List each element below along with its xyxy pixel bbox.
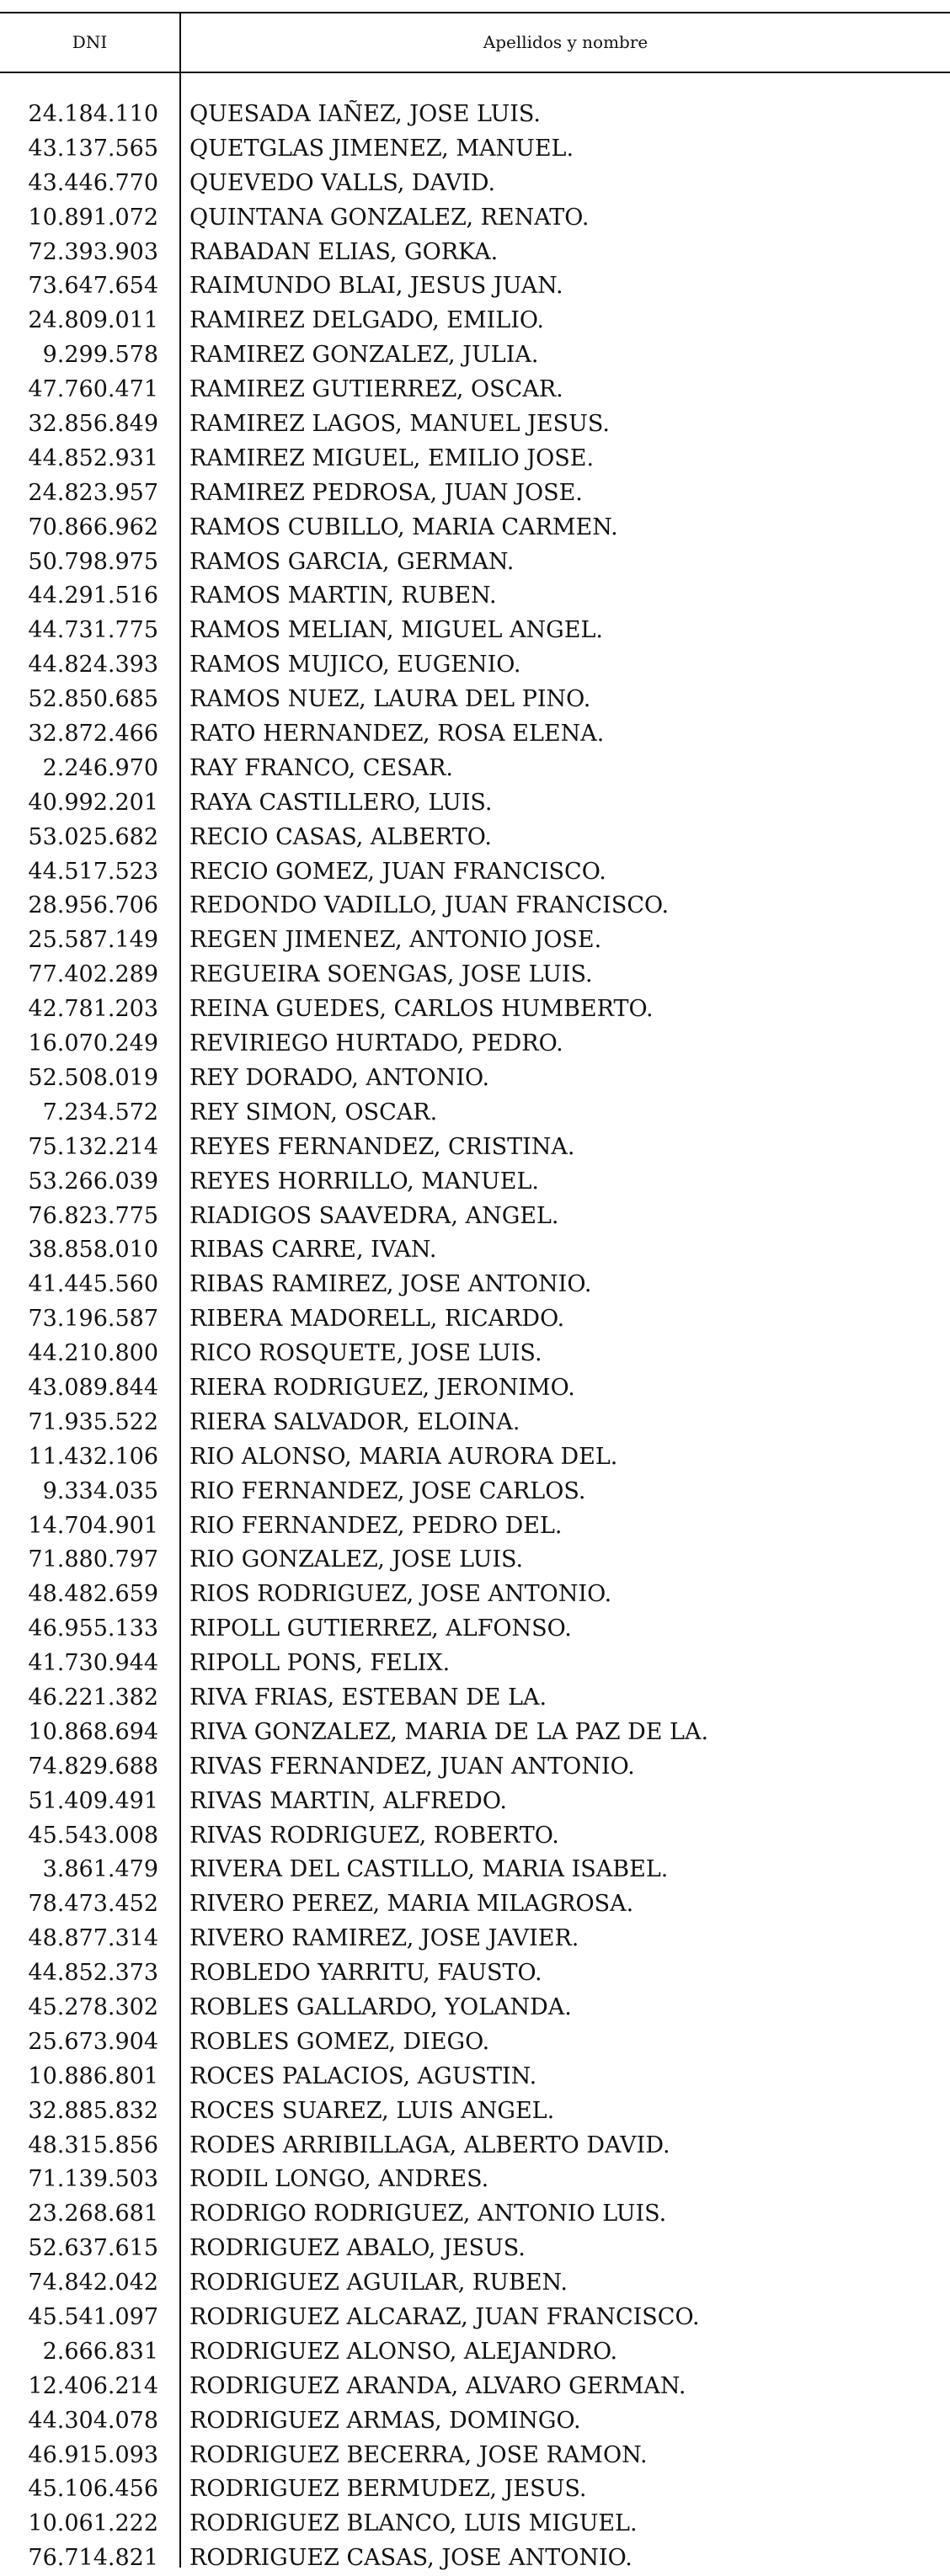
table-row [0,1062,950,1096]
name-cell: RODRIGUEZ CASAS, JOSE ANTONIO. [189,2545,632,2572]
table-row [0,614,950,648]
table-row [0,1785,950,1819]
table-row [0,683,950,717]
name-cell: RIVA GONZALEZ, MARIA DE LA PAZ DE LA. [189,1718,709,1745]
name-cell: RIVAS MARTIN, ALFREDO. [189,1787,507,1814]
dni-cell: 38.858.010 [28,1237,158,1264]
dni-cell: 52.637.615 [28,2235,158,2262]
name-cell: RIO GONZALEZ, JOSE LUIS. [189,1546,524,1573]
name-cell: QUETGLAS JIMENEZ, MANUEL. [189,135,574,162]
table-row [0,1543,950,1578]
name-cell: RAMOS MUJICO, EUGENIO. [189,652,521,679]
dni-cell: 78.473.452 [28,1891,158,1918]
name-cell: RICO ROSQUETE, JOSE LUIS. [189,1340,542,1367]
table-row [0,1819,950,1854]
dni-cell: 43.089.844 [28,1374,158,1401]
dni-cell: 2.666.831 [42,2338,158,2365]
name-cell: RIADIGOS SAAVEDRA, ANGEL. [189,1202,559,1229]
dni-cell: 47.760.471 [28,376,158,403]
name-cell: REY DORADO, ANTONIO. [189,1064,490,1091]
dni-cell: 43.446.770 [28,169,158,196]
table-row [0,2094,950,2129]
table-body [0,98,950,2576]
table-row [0,579,950,614]
name-cell: RIVAS FERNANDEZ, JUAN ANTONIO. [189,1753,635,1780]
table-row [0,1853,950,1887]
name-cell: RIPOLL PONS, FELIX. [189,1650,451,1677]
dni-cell: 51.409.491 [28,1787,158,1814]
dni-cell: 48.482.659 [28,1581,158,1608]
table-row [0,236,950,270]
name-cell: RODRIGUEZ ALCARAZ, JUAN FRANCISCO. [189,2304,700,2330]
dni-cell: 25.587.149 [28,927,158,954]
table-row [0,201,950,236]
table-row [0,511,950,546]
name-cell: RODRIGO RODRIGUEZ, ANTONIO LUIS. [189,2201,667,2227]
table-row [0,373,950,407]
dni-cell: 32.872.466 [28,721,158,748]
dni-cell: 44.517.523 [28,858,158,885]
dni-cell: 44.731.775 [28,617,158,644]
table-row [0,476,950,511]
table-row [0,2541,950,2576]
dni-cell: 12.406.214 [28,2372,158,2399]
dni-cell: 32.885.832 [28,2097,158,2124]
table-row [0,1887,950,1922]
name-cell: QUINTANA GONZALEZ, RENATO. [189,204,590,231]
dni-cell: 16.070.249 [28,1030,158,1057]
table-row [0,923,950,958]
name-cell: ROBLES GALLARDO, YOLANDA. [189,1993,572,2020]
name-cell: RAMOS MARTIN, RUBEN. [189,583,497,609]
table-row [0,2025,950,2060]
dni-cell: 46.955.133 [28,1615,158,1642]
dni-cell: 48.315.856 [28,2132,158,2158]
dni-cell: 42.781.203 [28,996,158,1023]
dni-cell: 53.025.682 [28,823,158,850]
dni-cell: 75.132.214 [28,1133,158,1160]
name-cell: REVIRIEGO HURTADO, PEDRO. [189,1030,563,1057]
name-cell: RIBAS RAMIREZ, JOSE ANTONIO. [189,1271,592,1298]
dni-cell: 53.266.039 [28,1168,158,1195]
dni-cell: 76.714.821 [28,2545,158,2572]
table-row [0,1131,950,1165]
name-cell: RODRIGUEZ ARANDA, ALVARO GERMAN. [189,2372,686,2399]
dni-cell: 45.278.302 [28,1993,158,2020]
dni-cell: 72.393.903 [28,238,158,265]
dni-cell: 9.334.035 [42,1477,158,1504]
dni-cell: 43.137.565 [28,135,158,162]
table-row [0,1922,950,1956]
dni-cell: 32.856.849 [28,411,158,438]
table-row [0,1647,950,1681]
name-cell: RIVERA DEL CASTILLO, MARIA ISABEL. [189,1856,669,1883]
table-row [0,786,950,821]
name-cell: RIVAS RODRIGUEZ, ROBERTO. [189,1822,559,1849]
column-header-dni: DNI [72,32,108,52]
table-row [0,2507,950,2541]
name-cell: RIO ALONSO, MARIA AURORA DEL. [189,1443,618,1470]
dni-cell: 52.850.685 [28,686,158,713]
name-cell: RAMIREZ LAGOS, MANUEL JESUS. [189,411,610,438]
name-cell: RODRIGUEZ BLANCO, LUIS MIGUEL. [189,2510,638,2537]
dni-cell: 28.956.706 [28,892,158,919]
table-row [0,2232,950,2266]
table-row [0,2439,950,2473]
name-cell: RODRIGUEZ ALONSO, ALEJANDRO. [189,2338,618,2365]
table-row [0,2163,950,2197]
name-cell: REGEN JIMENEZ, ANTONIO JOSE. [189,927,602,954]
name-cell: RAMIREZ GONZALEZ, JULIA. [189,342,539,369]
table-row [0,98,950,132]
table-row [0,2472,950,2507]
dni-cell: 25.673.904 [28,2028,158,2055]
table-row [0,338,950,373]
name-cell: REYES HORRILLO, MANUEL. [189,1168,539,1195]
dni-cell: 10.891.072 [28,204,158,231]
name-cell: RODRIGUEZ ABALO, JESUS. [189,2235,526,2262]
table-row [0,1096,950,1131]
name-cell: ROCES SUAREZ, LUIS ANGEL. [189,2097,555,2124]
table-row [0,1371,950,1406]
table-row [0,2129,950,2164]
dni-cell: 10.868.694 [28,1718,158,1745]
table-row [0,1165,950,1200]
name-cell: RIVERO PEREZ, MARIA MILAGROSA. [189,1891,634,1918]
dni-cell: 46.221.382 [28,1684,158,1711]
name-cell: QUEVEDO VALLS, DAVID. [189,169,496,196]
table-row [0,1027,950,1062]
table-row [0,1302,950,1337]
name-cell: RAMIREZ MIGUEL, EMILIO JOSE. [189,444,595,471]
name-cell: RAMIREZ GUTIERREZ, OSCAR. [189,376,563,403]
table-row [0,1268,950,1302]
table-row [0,1509,950,1544]
name-cell: RIVA FRIAS, ESTEBAN DE LA. [189,1684,547,1711]
name-cell: RECIO GOMEZ, JUAN FRANCISCO. [189,858,606,885]
name-cell: RAMIREZ DELGADO, EMILIO. [189,307,544,334]
name-cell: RIBAS CARRE, IVAN. [189,1237,437,1264]
table-row [0,2404,950,2439]
dni-cell: 44.291.516 [28,583,158,609]
name-cell: ROCES PALACIOS, AGUSTIN. [189,2062,537,2089]
name-cell: RIOS RODRIGUEZ, JOSE ANTONIO. [189,1581,612,1608]
table-row [0,167,950,201]
name-cell: RAY FRANCO, CESAR. [189,754,453,781]
table-row [0,1578,950,1612]
name-cell: RODRIGUEZ BECERRA, JOSE RAMON. [189,2441,648,2468]
column-header-name: Apellidos y nombre [483,32,648,52]
dni-cell: 71.139.503 [28,2166,158,2193]
name-cell: RIO FERNANDEZ, JOSE CARLOS. [189,1477,586,1504]
dni-cell: 14.704.901 [28,1512,158,1539]
name-cell: RIPOLL GUTIERREZ, ALFONSO. [189,1615,572,1642]
dni-cell: 74.842.042 [28,2270,158,2297]
name-cell: REYES FERNANDEZ, CRISTINA. [189,1133,575,1160]
dni-cell: 9.299.578 [42,342,158,369]
dni-cell: 45.541.097 [28,2304,158,2330]
dni-cell: 24.184.110 [28,101,158,127]
name-cell: RAMOS MELIAN, MIGUEL ANGEL. [189,617,603,644]
name-cell: RODES ARRIBILLAGA, ALBERTO DAVID. [189,2132,670,2158]
dni-cell: 73.647.654 [28,273,158,300]
dni-cell: 52.508.019 [28,1064,158,1091]
dni-cell: 77.402.289 [28,961,158,988]
table-row [0,2335,950,2370]
dni-cell: 45.543.008 [28,1822,158,1849]
dni-cell: 44.304.078 [28,2407,158,2434]
table-row [0,2266,950,2301]
table-row [0,1337,950,1371]
dni-cell: 74.829.688 [28,1753,158,1780]
table-row [0,2301,950,2335]
dni-cell: 41.445.560 [28,1271,158,1298]
name-cell: REGUEIRA SOENGAS, JOSE LUIS. [189,961,593,988]
name-cell: RAMIREZ PEDROSA, JUAN JOSE. [189,479,583,506]
dni-cell: 40.992.201 [28,789,158,816]
table-row [0,1406,950,1440]
table-row [0,2197,950,2232]
name-cell: RAMOS CUBILLO, MARIA CARMEN. [189,514,618,540]
name-cell: RABADAN ELIAS, GORKA. [189,238,499,265]
name-cell: RODRIGUEZ BERMUDEZ, JESUS. [189,2476,587,2503]
name-cell: RAMOS GARCIA, GERMAN. [189,548,515,575]
dni-cell: 10.886.801 [28,2062,158,2089]
table-row [0,269,950,304]
table-row [0,1475,950,1509]
table-row [0,1200,950,1234]
name-cell: QUESADA IAÑEZ, JOSE LUIS. [189,101,542,127]
name-cell: RODIL LONGO, ANDRES. [189,2166,489,2193]
dni-cell: 44.824.393 [28,652,158,679]
name-cell: RIO FERNANDEZ, PEDRO DEL. [189,1512,563,1539]
table-row [0,1750,950,1785]
dni-cell: 71.880.797 [28,1546,158,1573]
name-cell: RECIO CASAS, ALBERTO. [189,823,492,850]
dni-cell: 44.852.931 [28,444,158,471]
table-row [0,132,950,167]
dni-cell: 24.809.011 [28,307,158,334]
dni-cell: 50.798.975 [28,548,158,575]
table-row [0,855,950,890]
table-row [0,442,950,476]
dni-cell: 45.106.456 [28,2476,158,2503]
table-row [0,717,950,752]
dni-cell: 48.877.314 [28,1925,158,1952]
table-row [0,546,950,580]
name-cell: REINA GUEDES, CARLOS HUMBERTO. [189,996,654,1023]
dni-cell: 11.432.106 [28,1443,158,1470]
name-cell: RODRIGUEZ AGUILAR, RUBEN. [189,2270,568,2297]
dni-cell: 46.915.093 [28,2441,158,2468]
table-row [0,958,950,993]
dni-cell: 24.823.957 [28,479,158,506]
table-row [0,1612,950,1647]
table-row [0,2370,950,2404]
name-cell: RATO HERNANDEZ, ROSA ELENA. [189,721,605,748]
name-cell: RIBERA MADORELL, RICARDO. [189,1306,565,1333]
dni-cell: 2.246.970 [42,754,158,781]
table-row [0,1233,950,1268]
name-cell: REY SIMON, OSCAR. [189,1099,438,1126]
dni-cell: 44.210.800 [28,1340,158,1367]
table-row [0,752,950,786]
dni-cell: 7.234.572 [42,1099,158,1126]
table-row [0,1440,950,1475]
dni-cell: 41.730.944 [28,1650,158,1677]
table-header [0,12,950,72]
name-cell: RIERA SALVADOR, ELOINA. [189,1408,520,1435]
table-row [0,1991,950,2025]
table-row [0,407,950,442]
table-row [0,889,950,923]
name-cell: RIVERO RAMIREZ, JOSE JAVIER. [189,1925,579,1952]
dni-cell: 3.861.479 [42,1856,158,1883]
dni-cell: 10.061.222 [28,2510,158,2537]
name-cell: ROBLES GOMEZ, DIEGO. [189,2028,490,2055]
name-cell: RAYA CASTILLERO, LUIS. [189,789,493,816]
dni-cell: 76.823.775 [28,1202,158,1229]
name-cell: RIERA RODRIGUEZ, JERONIMO. [189,1374,575,1401]
table-row [0,1956,950,1991]
dni-cell: 70.866.962 [28,514,158,540]
name-cell: REDONDO VADILLO, JUAN FRANCISCO. [189,892,670,919]
dni-cell: 44.852.373 [28,1960,158,1987]
dni-cell: 23.268.681 [28,2201,158,2227]
table-row [0,304,950,338]
table-row [0,1716,950,1750]
table-row [0,2060,950,2094]
name-cell: ROBLEDO YARRITU, FAUSTO. [189,1960,542,1987]
table-row [0,821,950,855]
name-cell: RAIMUNDO BLAI, JESUS JUAN. [189,273,563,300]
table-row [0,648,950,683]
name-cell: RODRIGUEZ ARMAS, DOMINGO. [189,2407,581,2434]
dni-cell: 71.935.522 [28,1408,158,1435]
name-cell: RAMOS NUEZ, LAURA DEL PINO. [189,686,591,713]
dni-cell: 73.196.587 [28,1306,158,1333]
table-row [0,993,950,1027]
table-row [0,1681,950,1716]
